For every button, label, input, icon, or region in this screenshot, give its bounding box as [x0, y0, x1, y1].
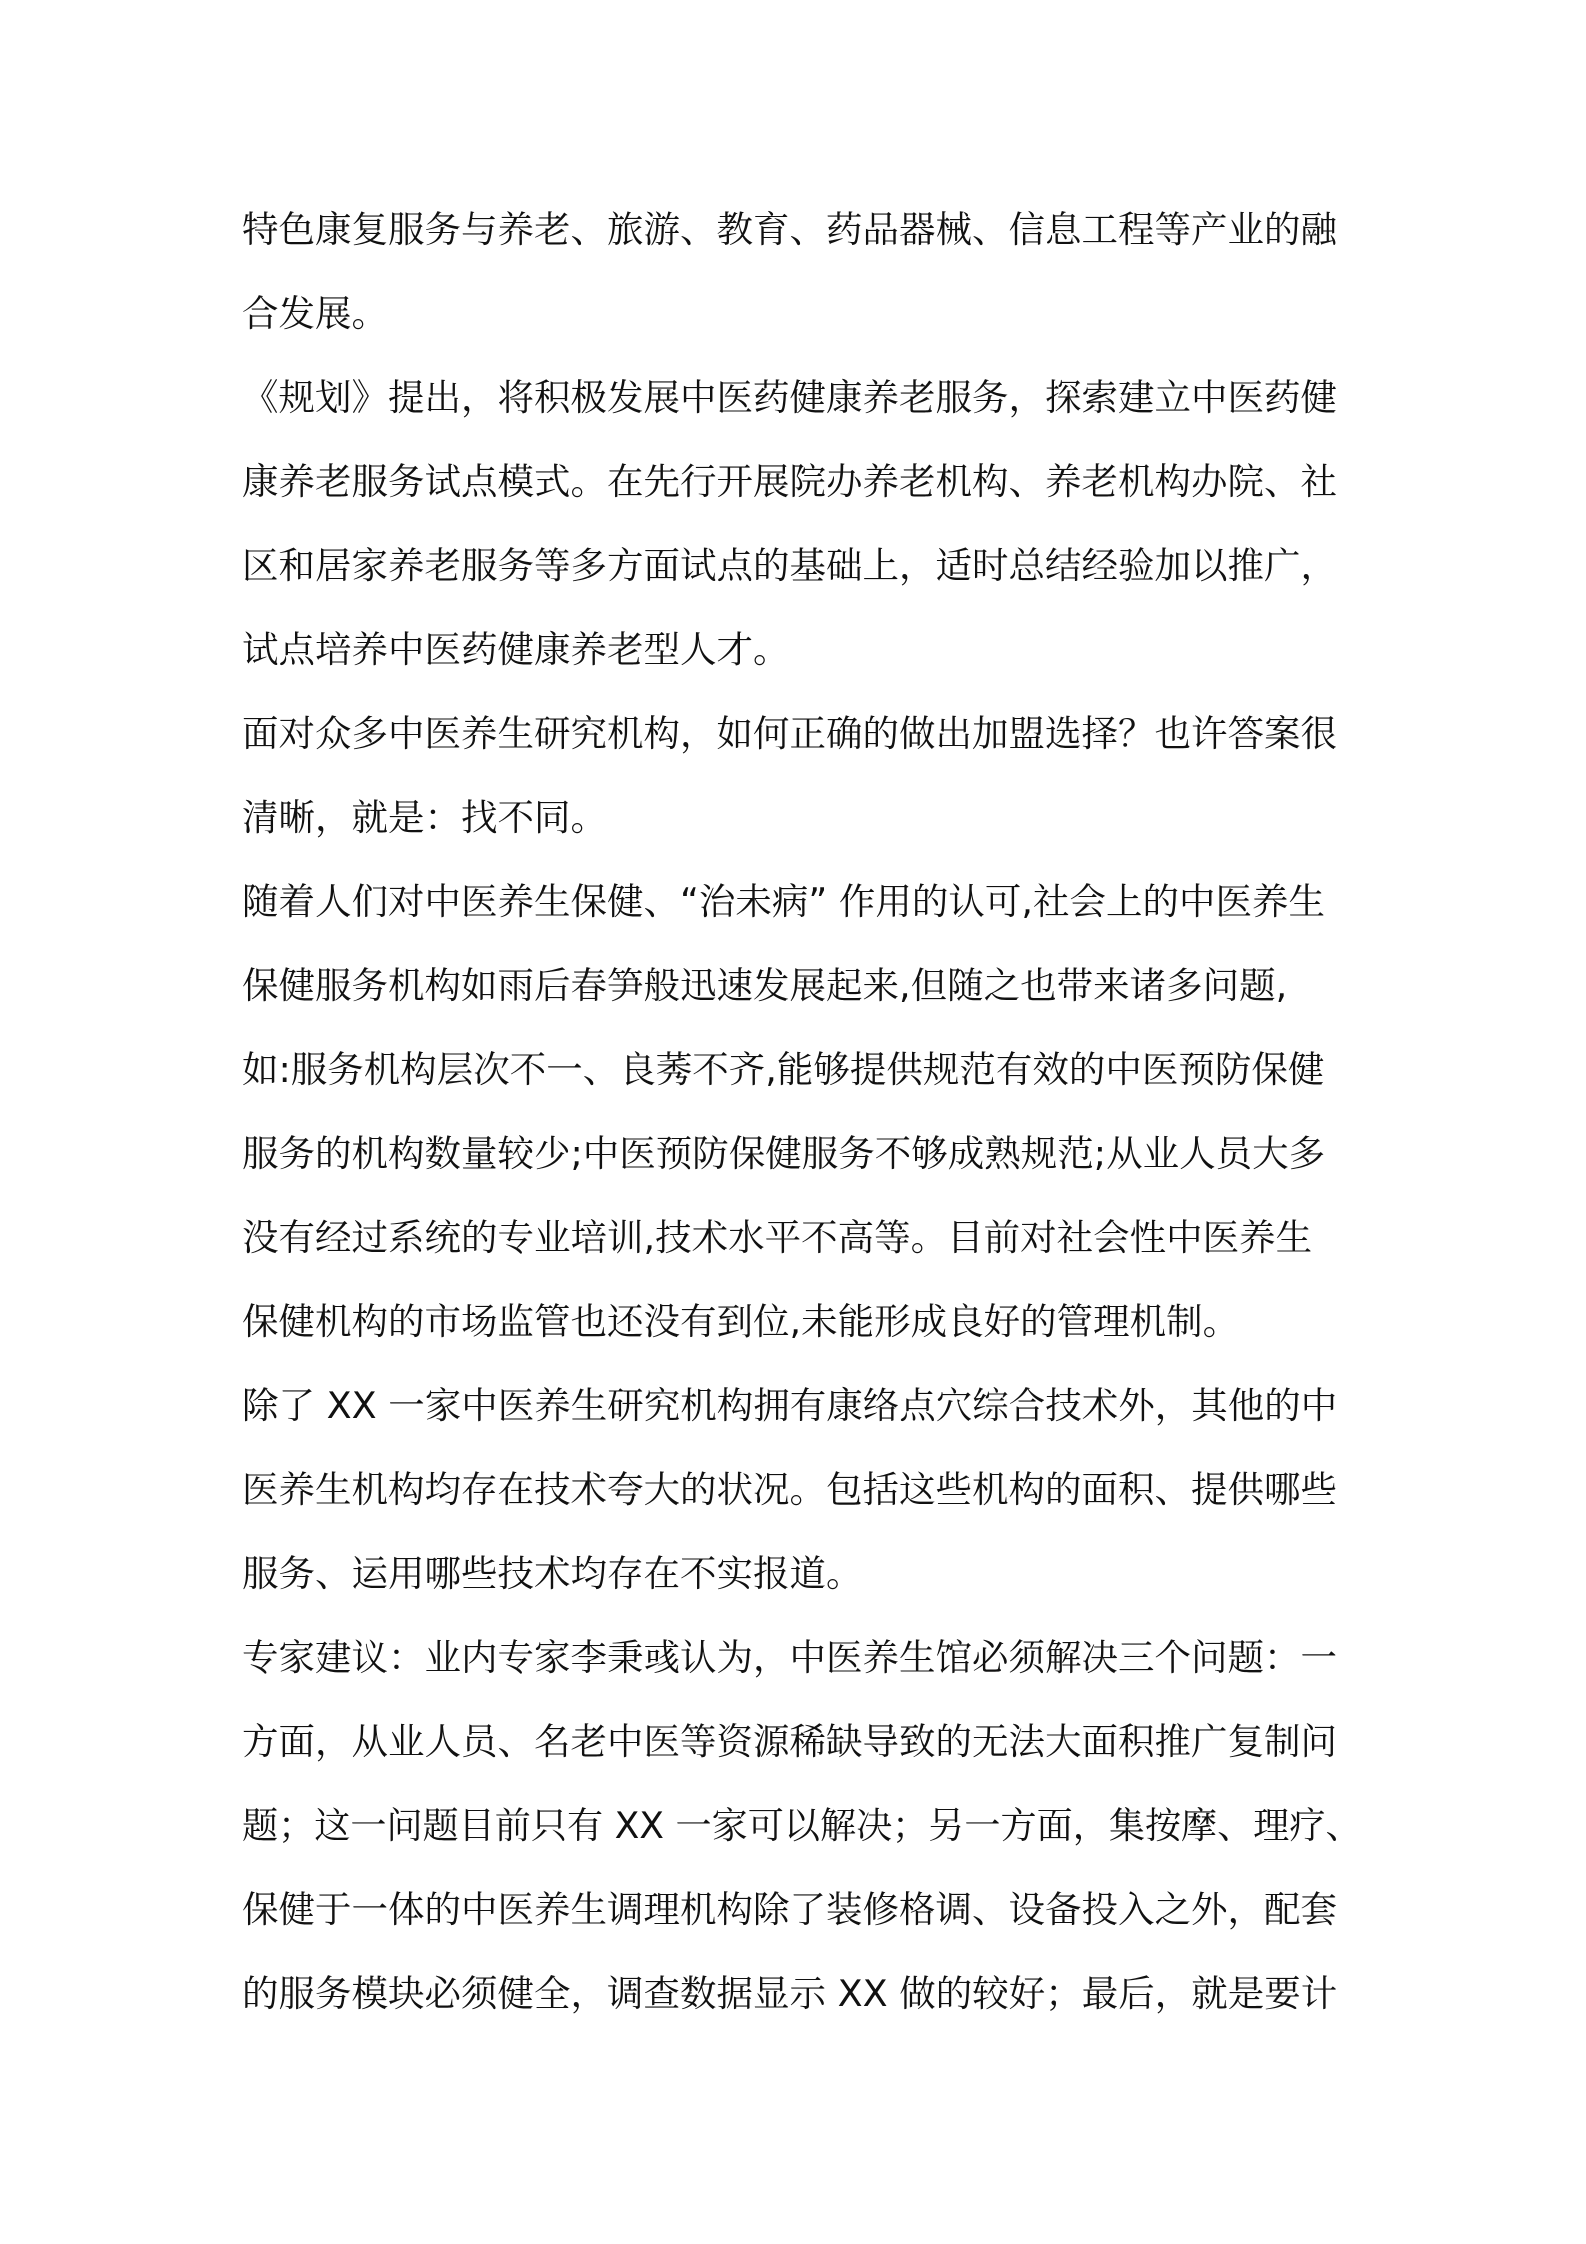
text-line: 随着人们对中医养生保健、“治未病” 作用的认可,社会上的中医养生 — [242, 880, 1326, 923]
text-line: 《规划》提出，将积极发展中医药健康养老服务，探索建立中医药健 — [242, 376, 1337, 419]
text-line: 特色康复服务与养老、旅游、教育、药品器械、信息工程等产业的融 — [242, 208, 1337, 251]
text-line: 如:服务机构层次不一、良莠不齐,能够提供规范有效的中医预防保健 — [242, 1048, 1325, 1091]
text-line: 专家建议：业内专家李秉彧认为，中医养生馆必须解决三个问题：一 — [242, 1636, 1337, 1679]
text-line: 保健机构的市场监管也还没有到位,未能形成良好的管理机制。 — [242, 1300, 1240, 1343]
text-line: 没有经过系统的专业培训,技术水平不高等。目前对社会性中医养生 — [242, 1216, 1313, 1259]
text-line: 清晰，就是：找不同。 — [242, 796, 607, 839]
text-line: 题；这一问题目前只有 XX 一家可以解决；另一方面，集按摩、理疗、 — [242, 1804, 1362, 1847]
text-line: 方面，从业人员、名老中医等资源稀缺导致的无法大面积推广复制问 — [242, 1720, 1337, 1763]
text-line: 试点培养中医药健康养老型人才。 — [242, 628, 790, 671]
text-line: 面对众多中医养生研究机构，如何正确的做出加盟选择？也许答案很 — [242, 712, 1337, 755]
text-line: 除了 XX 一家中医养生研究机构拥有康络点穴综合技术外，其他的中 — [242, 1384, 1338, 1427]
text-line: 保健于一体的中医养生调理机构除了装修格调、设备投入之外，配套 — [242, 1888, 1337, 1931]
text-line: 的服务模块必须健全，调查数据显示 XX 做的较好；最后，就是要计 — [242, 1972, 1338, 2015]
text-line: 服务的机构数量较少;中医预防保健服务不够成熟规范;从业人员大多 — [242, 1132, 1326, 1175]
text-line: 服务、运用哪些技术均存在不实报道。 — [242, 1552, 863, 1595]
text-line: 康养老服务试点模式。在先行开展院办养老机构、养老机构办院、社 — [242, 460, 1337, 503]
text-line: 合发展。 — [242, 292, 388, 335]
text-line: 保健服务机构如雨后春笋般迅速发展起来,但随之也带来诸多问题, — [242, 964, 1288, 1007]
text-line: 医养生机构均存在技术夸大的状况。包括这些机构的面积、提供哪些 — [242, 1468, 1337, 1511]
text-line: 区和居家养老服务等多方面试点的基础上，适时总结经验加以推广， — [242, 544, 1337, 587]
